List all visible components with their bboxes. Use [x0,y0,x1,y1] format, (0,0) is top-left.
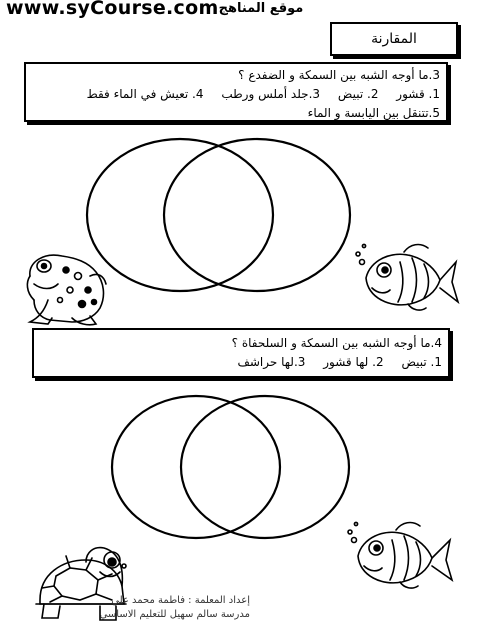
venn-1-right-circle [164,139,350,291]
venn-2-left-circle [112,396,280,538]
venn-2-right-circle [181,396,349,538]
question-1-option-2: 2. تبيض [337,87,379,101]
fish-icon [356,244,458,310]
worksheet-title-text: المقارنة [371,31,417,47]
question-1-option-3: 3.جلد أملس ورطب [221,87,321,101]
footer [90,594,250,622]
question-2-option-1: 1. تبيض [401,355,442,369]
site-url: www.syCourse.com [6,0,219,19]
frog-icon [27,255,106,325]
footer-teacher: إعداد المعلمة : فاطمة محمد علي [111,595,250,606]
footer-school: مدرسة سالم سهيل للتعليم الاساسي [99,609,250,620]
question-2-prompt: 4.ما أوجه الشبه بين السمكة و السلحفاة ؟ [231,336,442,350]
question-2-option-2: 2. لها قشور [323,355,384,369]
venn-diagram-1 [87,139,350,291]
site-name: موقع المناهج [218,0,304,16]
question-1-option-1: 1. قشور [396,87,440,101]
question-1-prompt: 3.ما أوجه الشبه بين السمكة و الضفدع ؟ [238,68,440,82]
question-2-option-3: 3.لها حراشف [237,355,306,369]
venn-diagram-2 [112,396,349,538]
fish-icon-2 [348,522,452,588]
venn-1-left-circle [87,139,273,291]
question-1-option-4: 4. تعيش في الماء فقط [86,87,204,101]
question-1-option-5: 5.تتنقل بين اليابسة و الماء [307,106,440,120]
